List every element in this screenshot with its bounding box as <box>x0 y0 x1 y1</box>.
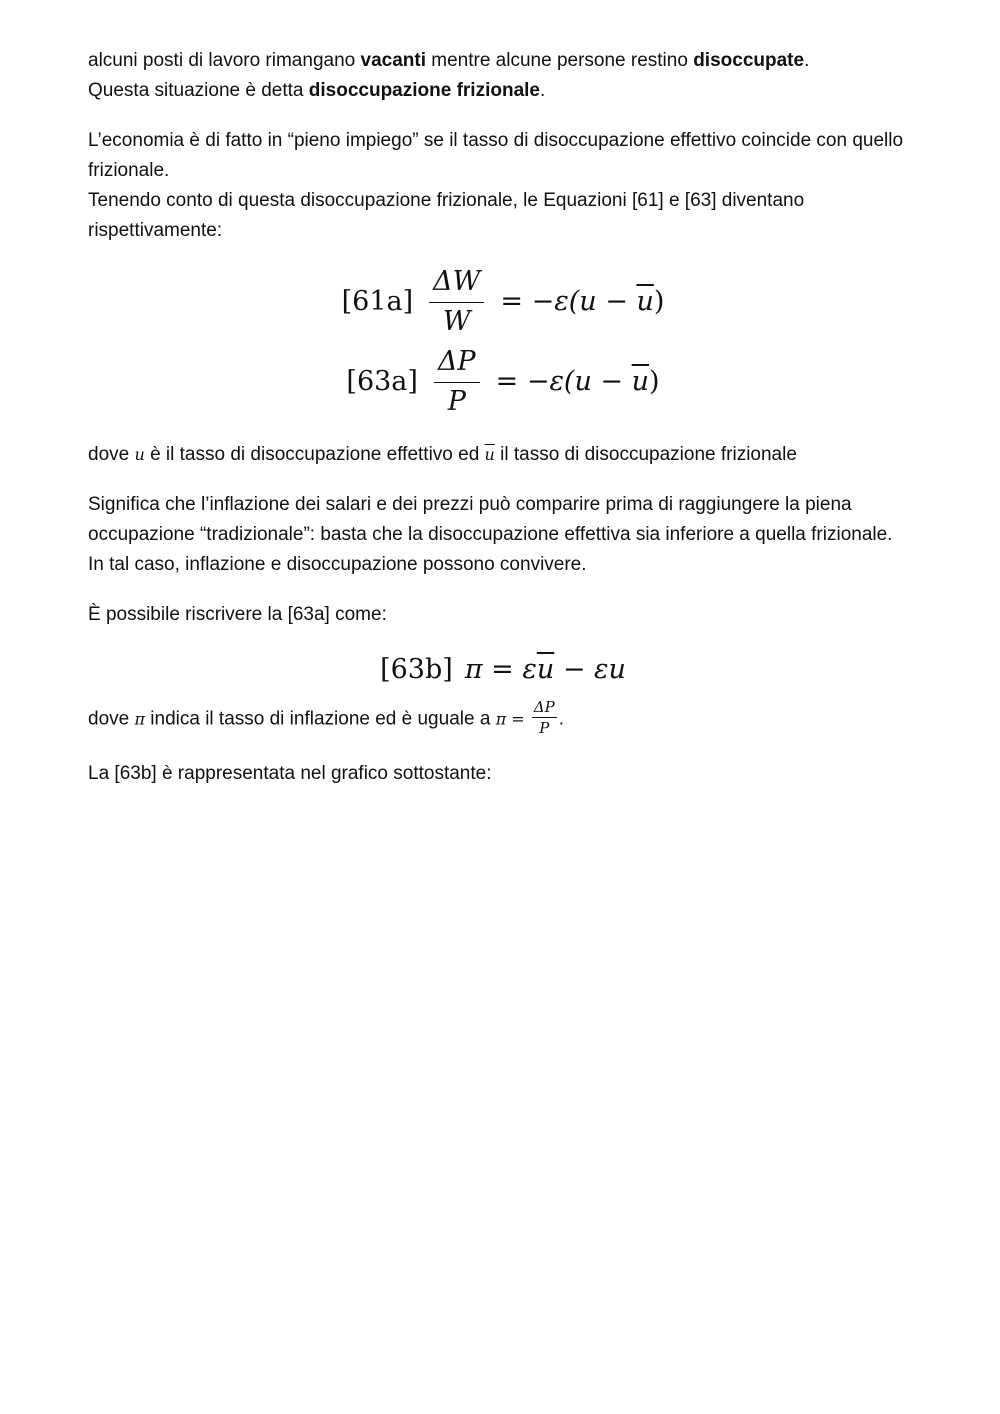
fraction-numerator: ΔP <box>533 698 555 716</box>
text-segment: L’economia è di fatto in “pieno impiego” se il tasso di disoccupazione effettivo coincide con quello frizionale. <box>88 130 904 181</box>
text-segment: È possibile riscrivere la [63a] come: <box>88 604 387 625</box>
paragraph-meaning <box>88 490 918 580</box>
var-u-bar: $\overline{u}$ <box>484 445 495 464</box>
var-u: u <box>134 445 145 464</box>
text-segment: dove <box>88 708 135 730</box>
lhs-part: π = ε <box>464 654 537 685</box>
term-vacanti: vacanti <box>360 50 426 71</box>
equation-61a <box>88 262 918 342</box>
pi-equals: π = <box>495 709 530 729</box>
equation-label: [63a] <box>346 366 418 397</box>
term-disoccupazione-frizionale: disoccupazione frizionale <box>308 80 540 101</box>
paragraph-vacancies <box>88 46 918 106</box>
u-bar: $\overline{u}$ <box>536 654 555 685</box>
var-pi: π <box>134 709 145 729</box>
text-segment: In tal caso, inflazione e disoccupazione possono convivere. <box>88 554 587 575</box>
fraction-numerator: ΔW <box>429 265 484 303</box>
text-segment: dove <box>88 444 135 465</box>
u-bar: $\overline{u}$ <box>631 366 650 397</box>
rhs-part: ) <box>649 366 660 397</box>
text-segment: La [63b] è rappresentata nel grafico sottostante: <box>88 763 492 784</box>
u-bar: $\overline{u}$ <box>636 286 654 317</box>
equation-rhs <box>500 287 664 317</box>
equation-63b <box>88 640 918 700</box>
paragraph-full-employment <box>88 126 918 246</box>
text-segment: indica il tasso di inflazione ed è uguale a <box>145 708 496 730</box>
text-segment: Questa situazione è detta <box>88 80 309 101</box>
rhs-part: ) <box>653 286 665 317</box>
text-segment: Significa che l’inflazione dei salari e dei prezzi può comparire prima di raggiungere la piena occupazione “tradizionale”: basta che la disoccupazione effettiva sia inferiore a quella frizionale. <box>88 494 893 545</box>
fraction <box>434 345 480 419</box>
text-segment: Tenendo conto di questa disoccupazione frizionale, le Equazioni [61] e [63] diventano rispettivamente: <box>88 190 805 241</box>
text-segment: . <box>558 708 564 730</box>
inline-fraction <box>532 698 557 737</box>
rhs-part: − εu <box>554 654 626 685</box>
paragraph-rewrite <box>88 600 918 630</box>
fraction <box>429 265 484 339</box>
equation-label: [63b] <box>380 654 453 685</box>
rhs-part: = −ε(u − <box>495 366 632 397</box>
text-segment: alcuni posti di lavoro rimangano <box>88 50 361 71</box>
paragraph-graph-intro <box>88 759 918 789</box>
fraction-denominator: P <box>539 719 550 737</box>
paragraph-inflation-def <box>88 700 918 739</box>
text-segment: il tasso di disoccupazione frizionale <box>494 444 797 465</box>
text-segment: . <box>539 80 546 101</box>
document-page <box>88 46 918 789</box>
equation-body <box>465 655 626 685</box>
rhs-part: = −ε(u − <box>500 286 637 317</box>
text-segment: . <box>804 50 810 71</box>
term-disoccupate: disoccupate <box>693 50 805 71</box>
fraction-numerator: ΔP <box>434 345 480 383</box>
text-segment: mentre alcune persone restino <box>425 50 694 71</box>
equation-63a <box>88 342 918 422</box>
text-segment: è il tasso di disoccupazione effettivo ed <box>144 444 485 465</box>
fraction-denominator: P <box>447 386 466 417</box>
fraction-denominator: W <box>442 306 471 337</box>
paragraph-definitions <box>88 440 918 470</box>
equation-rhs <box>496 367 660 397</box>
equation-label: [61a] <box>341 286 414 317</box>
